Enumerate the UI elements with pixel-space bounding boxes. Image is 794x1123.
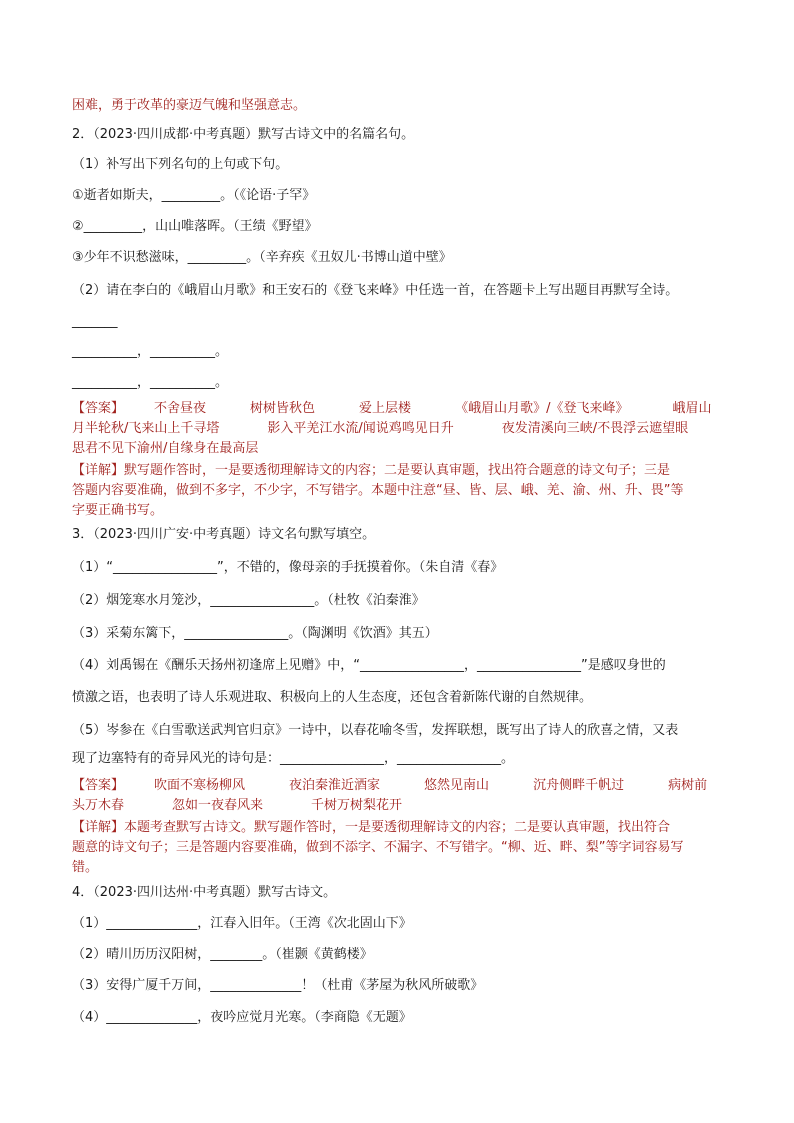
answer-line <box>72 420 688 438</box>
text-line: （2）请在李白的《峨眉山月歌》和王安石的《登飞来峰》中任选一首，在答题卡上写出题目再默写全诗。 <box>72 283 679 298</box>
answer-line <box>72 440 258 458</box>
answer-item: 影入平羌江水流/闻说鸡鸣见日升 <box>267 421 454 436</box>
answer-item: 悠然见南山 <box>424 778 490 793</box>
answer-item: 《峨眉山月歌》/《登飞来峰》 <box>455 401 629 416</box>
fill-blank-line: （4）刘禹锡在《酬乐天扬州初逢席上见赠》中，“________________，________________”是感叹身世的 <box>72 658 666 673</box>
answer-item: 爱上层楼 <box>359 401 412 416</box>
answer-item: 头万木春 <box>72 798 125 813</box>
fill-blank-line: （3）安得广厦千万间，______________！（杜甫《茅屋为秋风所破歌》 <box>72 978 484 993</box>
answer-item: 树树皆秋色 <box>250 401 316 416</box>
fill-blank-line: _______ <box>72 314 118 329</box>
answer-item: 千树万树梨花开 <box>311 798 403 813</box>
fill-blank-line: （2）晴川历历汉阳树，________。（崔颢《黄鹤楼》 <box>72 947 373 962</box>
explanation-line: 【详解】本题考查默写古诗文。默写题作答时，一是要透彻理解诗文的内容；二是要认真审题，找出符合 <box>72 820 671 835</box>
explanation-line: 答题内容要准确，做到不多字，不少字，不写错字。本题中注意“昼、皆、层、峨、羌、渝、州、升、畏”等 <box>72 483 684 498</box>
answer-item: 月半轮秋/飞来山上千寻塔 <box>72 421 220 436</box>
question-3-title: 3．（2023·四川广安·中考真题）诗文名句默写填空。 <box>72 527 376 542</box>
fill-blank-line: （2）烟笼寒水月笼沙，________________。（杜牧《泊秦淮》 <box>72 593 425 608</box>
fill-blank-line: （4）______________，夜吟应觉月光寒。（李商隐《无题》 <box>72 1010 412 1025</box>
text-line: （5）岑参在《白雪歌送武判官归京》一诗中，以春花喻冬雪，发挥联想，既写出了诗人的欣喜之情，又表 <box>72 723 679 738</box>
answer-item: 吹面不寒杨柳风 <box>154 778 246 793</box>
fill-blank-line: （3）采菊东篱下，________________。（陶渊明《饮酒》其五） <box>72 626 438 641</box>
fill-blank-line: ③少年不识愁滋味，_________。（辛弃疾《丑奴儿·书博山道中壁》 <box>72 250 452 265</box>
text-line: （1）补写出下列名句的上句或下句。 <box>72 157 289 172</box>
fill-blank-line: __________，__________。 <box>72 375 229 390</box>
answer-item: 忽如一夜春风来 <box>172 798 264 813</box>
answer-item: 夜泊秦淮近酒家 <box>289 778 381 793</box>
answer-item: 夜发清溪向三峡/不畏浮云遮望眼 <box>501 421 689 436</box>
answer-item: 峨眉山 <box>672 401 712 416</box>
explanation-line: 错。 <box>72 860 99 875</box>
answer-item: 病树前 <box>668 778 708 793</box>
fill-blank-line: 现了边塞特有的奇异风光的诗句是：________________，________________。 <box>72 751 515 766</box>
explanation-line: 【详解】默写题作答时，一是要透彻理解诗文的内容；二是要认真审题，找出符合题意的诗文句子；三是 <box>72 463 671 478</box>
answer-line <box>72 400 711 418</box>
text-line: 困难，勇于改革的豪迈气魄和坚强意志。 <box>72 98 307 113</box>
answer-item: 不舍昼夜 <box>154 401 207 416</box>
fill-blank-line: ①逝者如斯夫，_________。（《论语·子罕》 <box>72 188 316 203</box>
answer-item: 思君不见下渝州/自缘身在最高层 <box>72 441 259 456</box>
answer-line <box>72 777 707 795</box>
fill-blank-line: ②_________，山山唯落晖。（王绩《野望》 <box>72 219 318 234</box>
fill-blank-line: __________，__________。 <box>72 344 229 359</box>
text-line: 愤激之语，也表明了诗人乐观进取、积极向上的人生态度，还包含着新陈代谢的自然规律。 <box>72 690 593 705</box>
explanation-line: 字要正确书写。 <box>72 503 164 518</box>
answer-tag: 【答案】 <box>72 778 125 793</box>
fill-blank-line: （1）______________，江春入旧年。（王湾《次北固山下》 <box>72 916 412 931</box>
answer-line <box>72 797 402 815</box>
question-4-title: 4．（2023·四川达州·中考真题）默写古诗文。 <box>72 885 337 900</box>
explanation-line: 题意的诗文句子；三是答题内容要准确，做到不添字、不漏字、不写错字。“柳、近、畔、梨”等字词容易写 <box>72 840 684 855</box>
answer-tag: 【答案】 <box>72 401 125 416</box>
fill-blank-line: （1）“________________”，不错的，像母亲的手抚摸着你。（朱自清《春》 <box>72 560 504 575</box>
question-2-title: 2．（2023·四川成都·中考真题）默写古诗文中的名篇名句。 <box>72 127 415 142</box>
answer-item: 沉舟侧畔千帆过 <box>533 778 625 793</box>
